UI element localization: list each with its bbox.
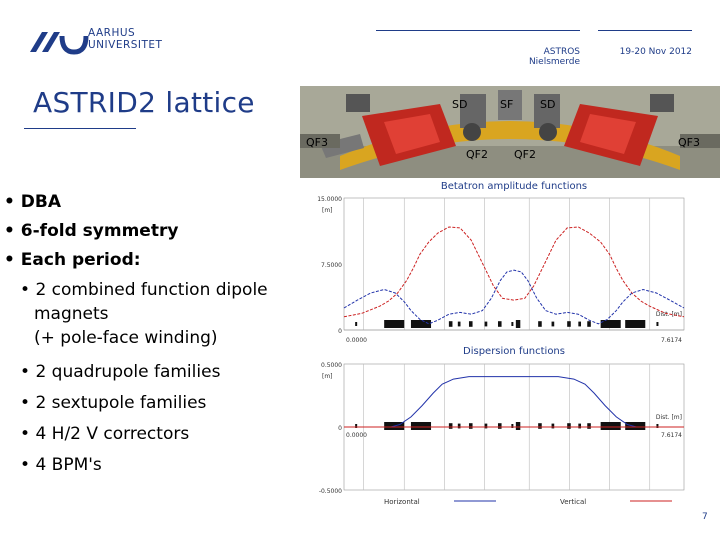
lattice-element-mark [538,423,542,429]
x-tick-label: 0.0000 [346,337,367,344]
lattice-element-mark [625,422,645,430]
university-name-line1: AARHUS [88,27,136,39]
chart-title: Dispersion functions [463,346,565,357]
label-qf3-left: QF3 [306,136,328,149]
sub-bullet-item: • 4 BPM's [20,450,268,481]
label-qf2-right: QF2 [514,148,536,161]
x-tick-label: 7.6174 [661,337,682,344]
series-line-horizontal [344,377,684,427]
y-tick-label: 0 [338,425,342,432]
legend-label-horizontal: Horizontal [384,498,420,506]
sub-bullet-item: • 2 quadrupole families [20,357,268,388]
lattice-element-mark [458,322,461,327]
label-sd-left: SD [452,98,468,111]
event-date: 19-20 Nov 2012 [619,47,692,57]
lattice-element-mark [511,322,513,326]
lattice-element-mark [552,424,555,429]
lattice-element-mark [449,423,453,429]
sub-bullet-item: • 2 combined function dipole [20,278,268,302]
lattice-element-mark [601,320,621,328]
lattice-element-mark [469,321,473,327]
bullet-item: • Each period: [4,246,178,275]
lattice-element-mark [411,422,431,430]
bullet-item: • 6-fold symmetry [4,217,178,246]
lattice-element-mark [578,322,581,327]
event-name-line2: Nielsmerde [528,57,580,67]
lattice-element-mark [587,321,591,327]
event-name [520,47,580,67]
page-number: 7 [702,512,708,522]
lattice-element-mark [656,322,658,326]
lattice-element-mark [411,320,431,328]
label-sf: SF [500,98,514,111]
y-tick-label: 15.0000 [317,196,342,203]
sub-bullet-continuation: magnets [34,304,109,324]
label-qf3-right: QF3 [678,136,700,149]
lattice-element-mark [449,321,453,327]
header-rule-right [598,30,692,31]
lattice-element-mark [538,321,542,327]
lattice-element-mark [485,424,488,429]
label-qf2-left: QF2 [466,148,488,161]
lattice-element-mark [552,322,555,327]
event-name-line1: ASTROS [543,47,580,57]
y-tick-label: 0.5000 [321,362,342,369]
main-bullets [4,188,178,275]
lattice-element-mark [578,424,581,429]
label-sd-right: SD [540,98,556,111]
lattice-element-mark [516,320,520,328]
legend-label-vertical: Vertical [560,498,587,506]
series-line-horizontal [344,227,684,317]
lattice-element-mark [485,322,488,327]
plot-frame [344,198,684,330]
lattice-functions-chart [308,178,706,510]
lattice-element-mark [567,321,571,327]
lattice-element-mark [498,423,502,429]
lattice-element-mark [458,424,461,429]
lattice-element-mark [469,423,473,429]
header-rule-left [376,30,580,31]
lattice-element-mark [498,321,502,327]
lattice-element-mark [384,320,404,328]
lattice-element-mark [601,422,621,430]
university-name-line2: UNIVERSITET [88,39,163,51]
lattice-element-mark [355,322,357,326]
y-tick-label: 7.5000 [321,262,342,269]
y-axis-label: [m] [322,207,333,214]
y-tick-label: -0.5000 [318,488,342,495]
lattice-element-mark [625,320,645,328]
x-axis-label: Dist. [m] [655,311,682,318]
sub-bullets [20,278,268,481]
slide-title: ASTRID2 lattice [33,86,255,119]
series-line-vertical [344,270,684,324]
chart-title: Betatron amplitude functions [440,181,588,192]
sub-bullet-item: • 2 sextupole families [20,388,268,419]
x-tick-label: 7.6174 [661,432,682,439]
sub-bullet-continuation: (+ pole-face winding) [34,328,218,348]
sub-bullet-item: • 4 H/2 V correctors [20,419,268,450]
x-tick-label: 0.0000 [346,432,367,439]
lattice-element-mark [587,423,591,429]
x-axis-label: Dist. [m] [655,414,682,421]
title-underline [24,128,136,129]
university-name [88,27,162,51]
y-axis-label: [m] [322,373,333,380]
bullet-item: • DBA [4,188,178,217]
y-tick-label: 0 [338,328,342,335]
lattice-element-mark [567,423,571,429]
lattice-element-mark [516,422,520,430]
